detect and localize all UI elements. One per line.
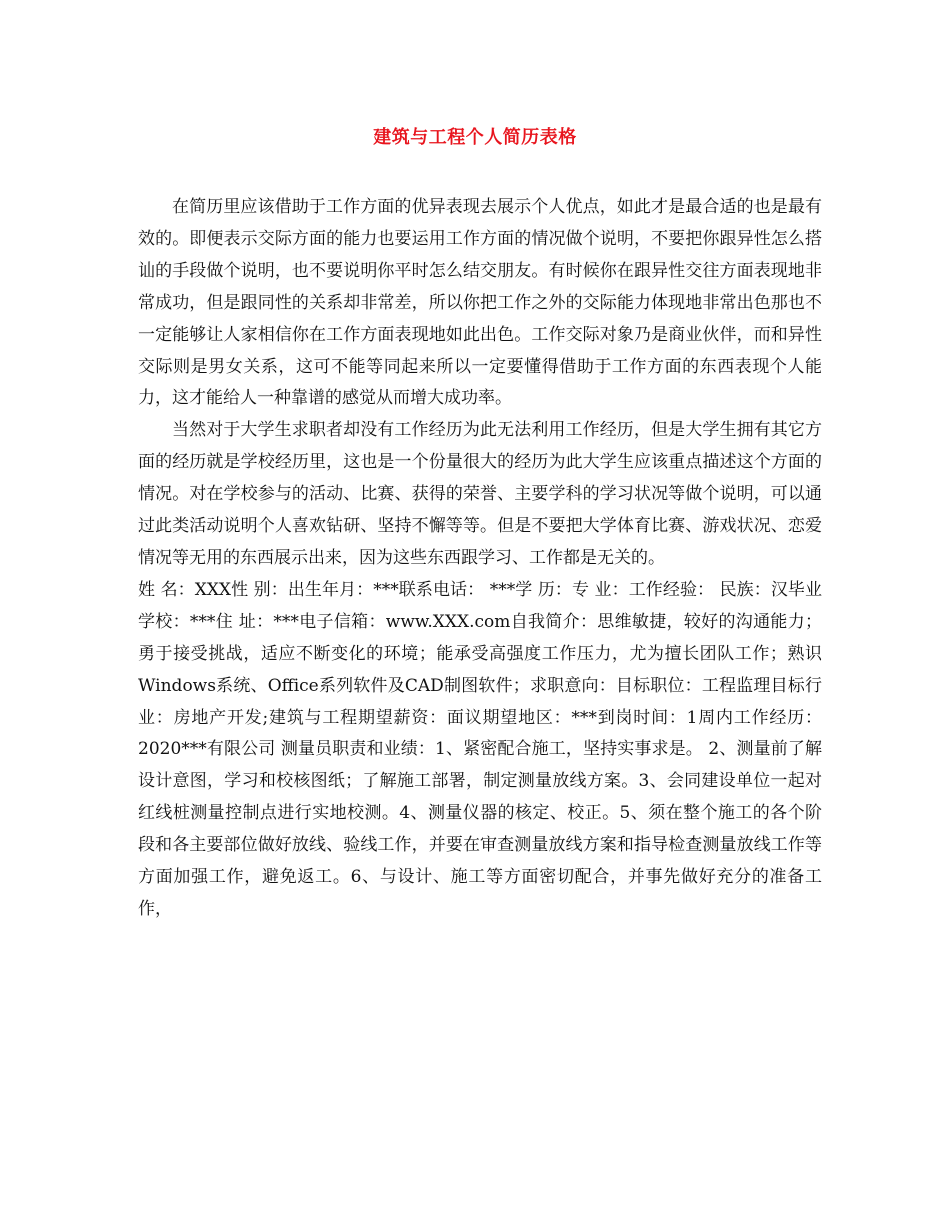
paragraph-intro: 在简历里应该借助于工作方面的优异表现去展示个人优点，如此才是最合适的也是最有效的。即便表示交际方面的能力也要运用工作方面的情况做个说明，不要把你跟异性怎么搭讪的手段做个说明，也不要说明你平时怎么结交朋友。有时候你在跟异性交往方面表现地非常成功，但是跟同性的关系却非常差，所以你把工作之外的交际能力体现地非常出色那也不一定能够让人家相信你在工作方面表现地如此出色。工作交际对象乃是商业伙伴，而和异性交际则是男女关系，这可不能等同起来所以一定要懂得借助于工作方面的东西表现个人能力，这才能给人一种靠谱的感觉从而增大成功率。	[138, 197, 822, 409]
paragraph-students: 当然对于大学生求职者却没有工作经历为此无法利用工作经历，但是大学生拥有其它方面的经历就是学校经历里，这也是一个份量很大的经历为此大学生应该重点描述这个方面的情况。对在学校参与的活动、比赛、获得的荣誉、主要学科的学习状况等做个说明，可以通过此类活动说明个人喜欢钻研、坚持不懈等等。但是不要把大学体育比赛、游戏状况、恋爱情况等无用的东西展示出来，因为这些东西跟学习、工作都是无关的。	[138, 420, 822, 568]
document-body	[138, 192, 822, 926]
document-title: 建筑与工程个人简历表格	[373, 127, 577, 148]
paragraph-resume-info: 姓 名：XXX性 别：出生年月：***联系电话： ***学 历：专 业：工作经验： 民族：汉毕业学校：***住 址：***电子信箱：www.XXX.com自我简介：思维敏捷，较好的沟通能力；勇于接受挑战，适应不断变化的环境；能承受高强度工作压力，尤为擅长团队工作；熟识Windows系统、Office系列软件及CAD制图软件；求职意向：目标职位：工程监理目标行业：房地产开发;建筑与工程期望薪资：面议期望地区：***到岗时间：1周内工作经历：2020***有限公司 测量员职责和业绩：1、紧密配合施工，坚持实事求是。 2、测量前了解设计意图，学习和校核图纸；了解施工部署，制定测量放线方案。3、会同建设单位一起对红线桩测量控制点进行实地校测。4、测量仪器的核定、校正。5、须在整个施工的各个阶段和各主要部位做好放线、验线工作，并要在审查测量放线方案和指导检查测量放线工作等方面加强工作，避免返工。6、与设计、施工等方面密切配合，并事先做好充分的准备工作，	[138, 579, 822, 919]
